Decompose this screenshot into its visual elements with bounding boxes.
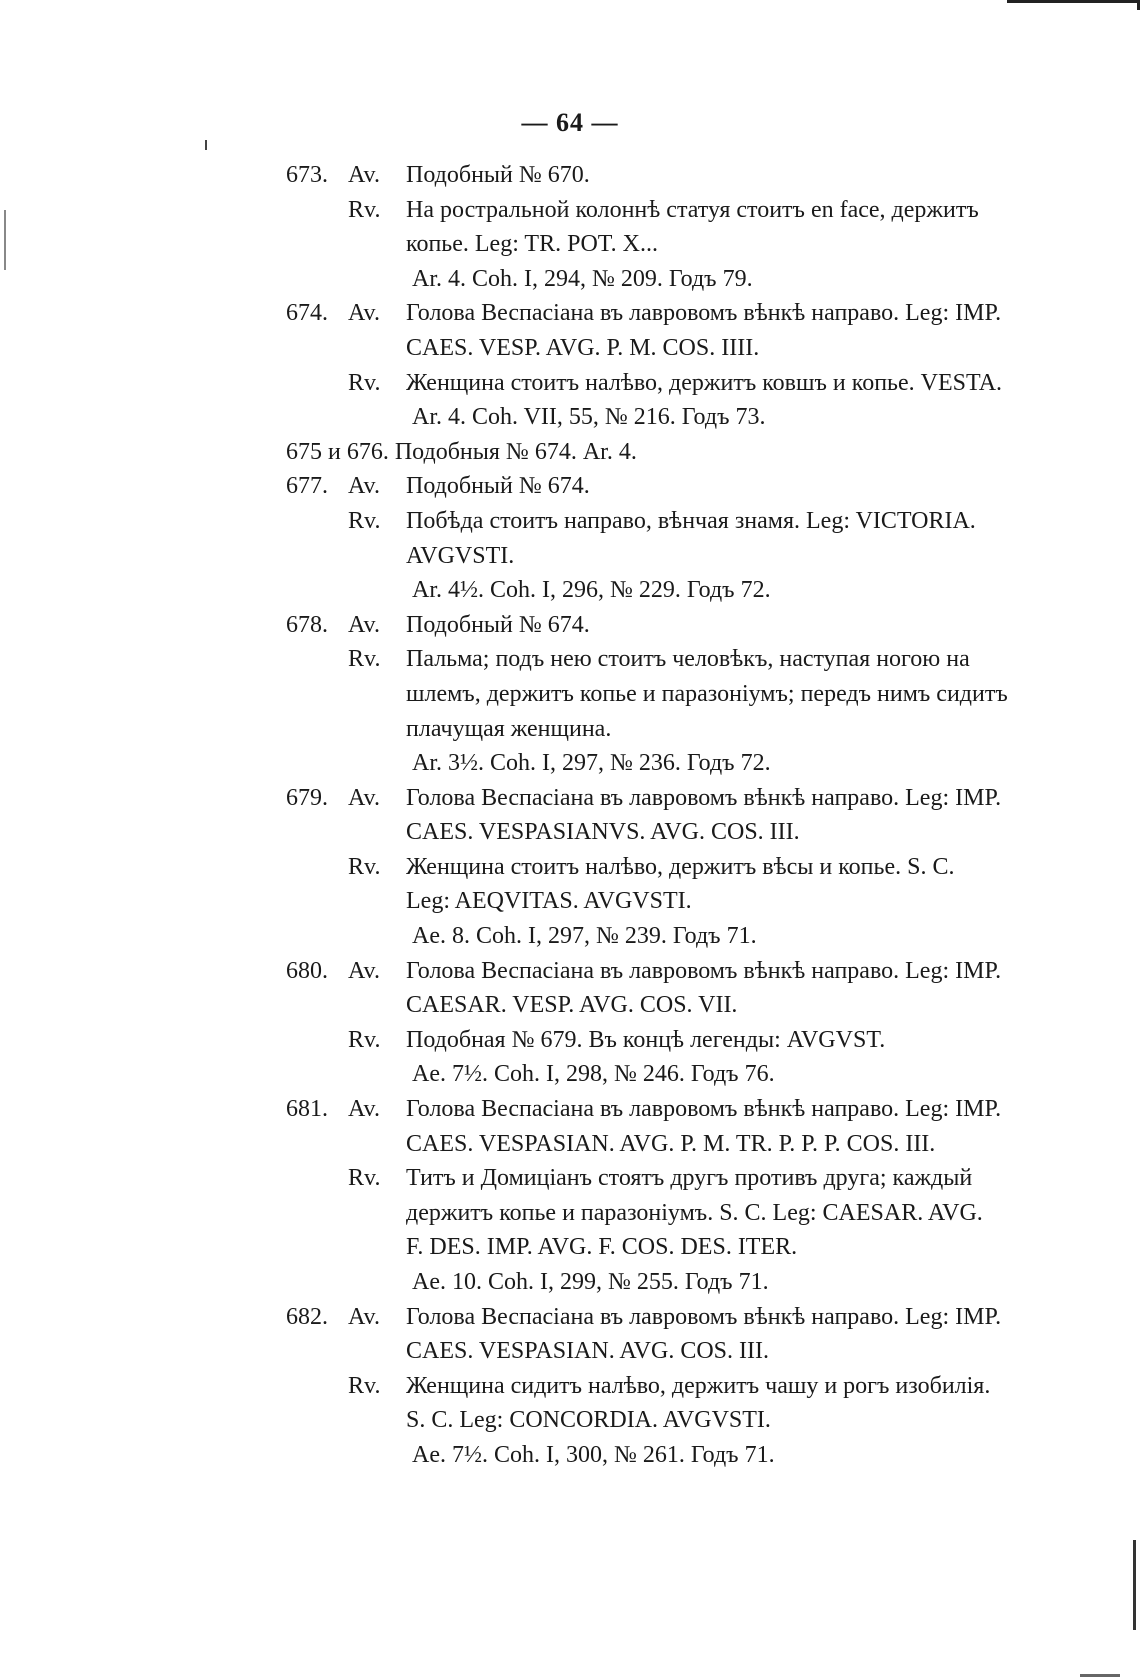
entry-number: 682.: [286, 1303, 328, 1330]
entry-677-rv: [286, 504, 1086, 539]
entry-679-av: [286, 781, 1086, 816]
obverse-text: Подобный № 674.: [406, 473, 590, 500]
reverse-text: копье. Leg: TR. POT. X...: [406, 231, 658, 258]
reverse-text: Титъ и Домиціанъ стоятъ другъ противъ друга; каждый: [406, 1165, 973, 1192]
reverse-text: Побѣда стоитъ направо, вѣнчая знамя. Leg: VICTORIA.: [406, 507, 976, 534]
entry-677-av: [286, 469, 1086, 504]
reverse-text: шлемъ, держитъ копье и паразоніумъ; передъ нимъ сидитъ: [406, 680, 1008, 707]
obverse-label: Av.: [348, 162, 380, 188]
entry-number: 673.: [286, 162, 328, 188]
scan-edge-top: [1007, 0, 1140, 10]
entry-number: 679.: [286, 784, 328, 811]
entry-number: 681.: [286, 1096, 328, 1123]
reverse-label: Rv.: [348, 853, 381, 880]
entry-680-av: [286, 954, 1086, 989]
obverse-text: CAES. VESPASIANVS. AVG. COS. III.: [406, 819, 800, 846]
reverse-label: Rv.: [348, 1165, 381, 1192]
coin-data: Ae. 7½. Coh. I, 300, № 261. Годъ 71.: [412, 1441, 775, 1468]
obverse-text: CAES. VESPASIAN. AVG. COS. III.: [406, 1338, 769, 1365]
obverse-label: Av.: [348, 784, 380, 811]
reverse-text: плачущая женщина.: [406, 715, 612, 742]
entry-678-data: [286, 746, 1086, 781]
entry-678-av: [286, 608, 1086, 643]
entry-679-rv-cont: [286, 884, 1086, 919]
reverse-text: Женщина сидитъ налѣво, держитъ чашу и рогъ изобилія.: [406, 1372, 991, 1399]
obverse-text: Подобный № 674.: [406, 611, 590, 638]
obverse-text: Голова Веспасіана въ лавровомъ вѣнкѣ направо. Leg: IMP.: [406, 784, 1002, 811]
reverse-label: Rv.: [348, 196, 381, 223]
entry-682-av-cont: [286, 1334, 1086, 1369]
entry-number: 680.: [286, 957, 328, 984]
scan-edge-left: [4, 210, 6, 270]
entry-680-av-cont: [286, 988, 1086, 1023]
entry-673-data: [286, 262, 1086, 297]
entry-677-rv-cont: [286, 539, 1086, 574]
entry-674-rv: [286, 366, 1086, 401]
reverse-text: AVGVSTI.: [406, 542, 515, 569]
entry-674-av: [286, 296, 1086, 331]
obverse-label: Av.: [348, 1096, 380, 1123]
obverse-text: Голова Веспасіана въ лавровомъ вѣнкѣ направо. Leg: IMP.: [406, 957, 1002, 984]
obverse-label: Av.: [348, 300, 380, 327]
reverse-label: Rv.: [348, 369, 381, 396]
obverse-text: CAESAR. VESP. AVG. COS. VII.: [406, 992, 738, 1019]
coin-data: Ae. 10. Coh. I, 299, № 255. Годъ 71.: [412, 1269, 769, 1295]
reverse-label: Rv.: [348, 1372, 381, 1399]
entry-673-rv: [286, 193, 1086, 228]
entry-number: 674.: [286, 300, 328, 327]
obverse-label: Av.: [348, 957, 380, 984]
entry-681-av-cont: [286, 1127, 1086, 1162]
reverse-text: На ростральной колоннѣ статуя стоитъ en face, держитъ: [406, 196, 979, 223]
page-number: — 64 —: [521, 108, 619, 137]
reverse-label: Rv.: [348, 646, 381, 673]
catalogue-entries: [286, 158, 1086, 1473]
obverse-text: CAES. VESPASIAN. AVG. P. M. TR. P. P. P. COS. III.: [406, 1130, 936, 1157]
entry-682-rv: [286, 1369, 1086, 1404]
entry-681-data: [286, 1265, 1086, 1300]
entry-679-rv: [286, 850, 1086, 885]
entry-682-rv-cont: [286, 1403, 1086, 1438]
scan-mark: [205, 140, 207, 150]
obverse-text: Голова Веспасіана въ лавровомъ вѣнкѣ направо. Leg: IMP.: [406, 1096, 1002, 1123]
coin-data: Ar. 3½. Coh. I, 297, № 236. Годъ 72.: [412, 750, 771, 777]
obverse-text: Голова Веспасіана въ лавровомъ вѣнкѣ направо. Leg: IMP.: [406, 300, 1002, 327]
entry-674-av-cont: [286, 331, 1086, 366]
entry-673-av: [286, 158, 1086, 193]
coin-data: Ar. 4½. Coh. I, 296, № 229. Годъ 72.: [412, 577, 771, 604]
coin-data: Ae. 8. Coh. I, 297, № 239. Годъ 71.: [412, 923, 757, 950]
scan-mark-bottom: [1080, 1674, 1120, 1677]
obverse-text: Голова Веспасіана въ лавровомъ вѣнкѣ направо. Leg: IMP.: [406, 1303, 1002, 1330]
reverse-text: Подобная № 679. Въ концѣ легенды: AVGVST.: [406, 1026, 886, 1053]
entry-674-data: [286, 400, 1086, 435]
obverse-text: Подобный № 670.: [406, 162, 590, 188]
reverse-text: Leg: AEQVITAS. AVGVSTI.: [406, 888, 692, 915]
reverse-text: Женщина стоитъ налѣво, держитъ вѣсы и копье. S. C.: [406, 853, 955, 880]
reverse-text: S. C. Leg: CONCORDIA. AVGVSTI.: [406, 1407, 771, 1434]
entry-681-av: [286, 1092, 1086, 1127]
entry-679-av-cont: [286, 815, 1086, 850]
reverse-label: Rv.: [348, 1026, 381, 1053]
entry-number: 678.: [286, 611, 328, 638]
entry-682-av: [286, 1300, 1086, 1335]
obverse-label: Av.: [348, 473, 380, 500]
entry-680-data: [286, 1057, 1086, 1092]
entry-678-rv-cont-2: [286, 712, 1086, 747]
entry-675-676: [286, 435, 1086, 470]
entry-682-data: [286, 1438, 1086, 1473]
obverse-text: CAES. VESP. AVG. P. M. COS. IIII.: [406, 334, 760, 361]
entry-number: 677.: [286, 473, 328, 500]
coin-data: Ar. 4. Coh. I, 294, № 209. Годъ 79.: [412, 265, 753, 292]
coin-data: Ae. 7½. Coh. I, 298, № 246. Годъ 76.: [412, 1061, 775, 1088]
entry-681-rv-cont-1: [286, 1196, 1086, 1231]
reverse-text: Женщина стоитъ налѣво, держитъ ковшъ и копье. VESTA.: [406, 369, 1003, 396]
entry-673-rv-cont: [286, 227, 1086, 262]
entry-677-data: [286, 573, 1086, 608]
obverse-label: Av.: [348, 611, 380, 638]
scan-edge-right: [1133, 1540, 1136, 1630]
entry-679-data: [286, 919, 1086, 954]
entry-681-rv: [286, 1161, 1086, 1196]
reverse-text: Пальма; подъ нею стоитъ человѣкъ, наступая ногою на: [406, 646, 970, 673]
entry-680-rv: [286, 1023, 1086, 1058]
reverse-text: держитъ копье и паразоніумъ. S. C. Leg: CAESAR. AVG.: [406, 1199, 983, 1226]
obverse-label: Av.: [348, 1303, 380, 1330]
joint-entry-text: 675 и 676. Подобныя № 674. Ar. 4.: [286, 438, 637, 465]
entry-678-rv-cont-1: [286, 677, 1086, 712]
coin-data: Ar. 4. Coh. VII, 55, № 216. Годъ 73.: [412, 404, 766, 431]
reverse-text: F. DES. IMP. AVG. F. COS. DES. ITER.: [406, 1234, 798, 1261]
reverse-label: Rv.: [348, 507, 381, 534]
entry-681-rv-cont-2: [286, 1230, 1086, 1265]
entry-678-rv: [286, 642, 1086, 677]
